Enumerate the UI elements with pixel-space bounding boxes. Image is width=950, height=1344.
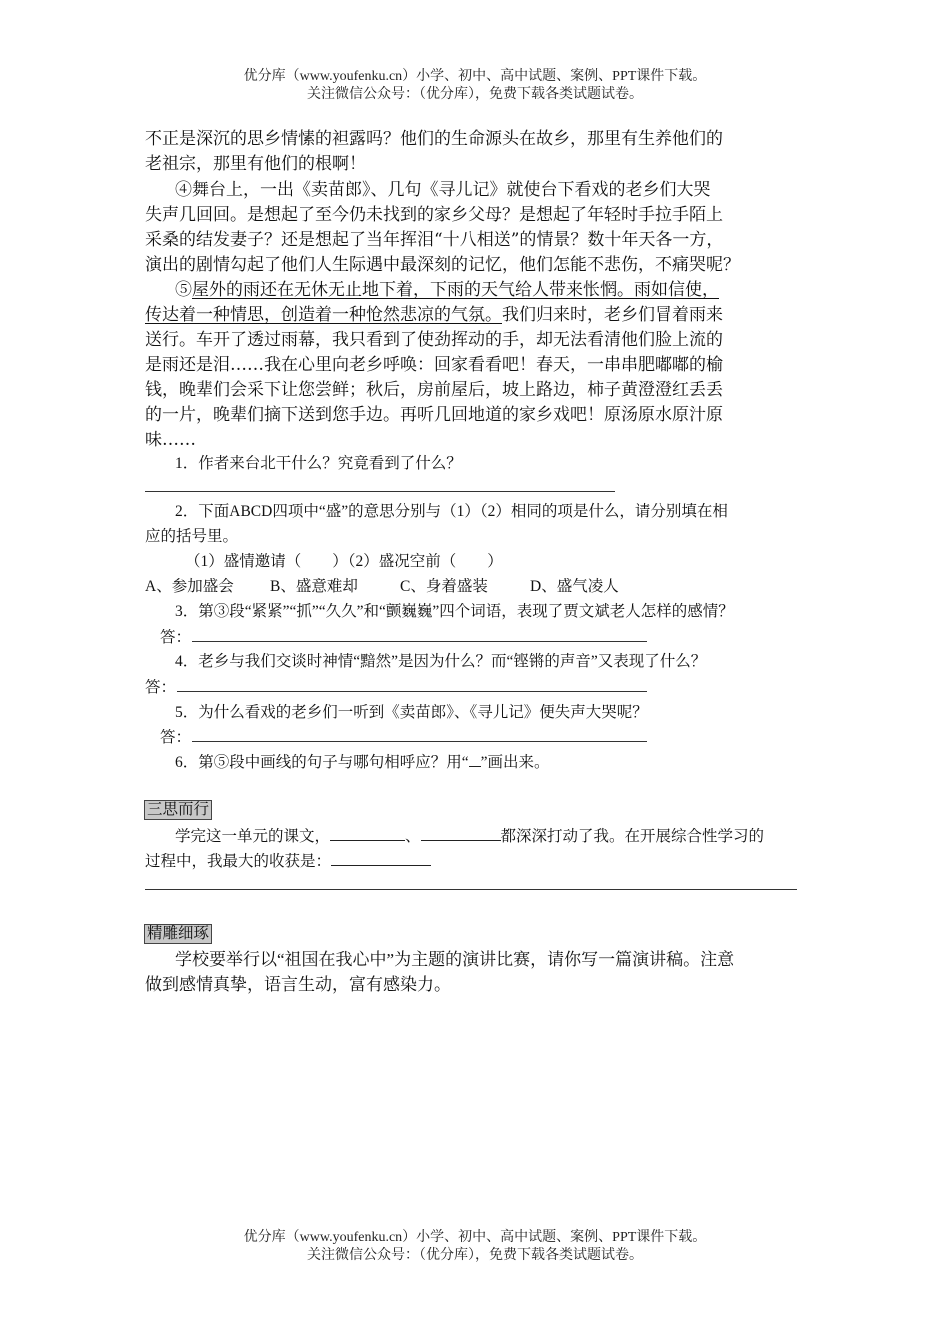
fill-blank-2[interactable] (421, 825, 501, 841)
passage-line: 的一片，晚辈们摘下送到您手边。再听几回地道的家乡戏吧！原汤原水原汁原 (145, 405, 723, 425)
option-d: D、盛气凌人 (530, 578, 619, 595)
passage-line: 老祖宗，那里有他们的根啊！ (145, 154, 366, 174)
passage-line (145, 303, 723, 327)
section-title-carve: 精雕细琢 (144, 924, 212, 944)
fill-blank-1[interactable] (330, 825, 405, 841)
underline-mark (469, 751, 481, 767)
question-5: 5．为什么看戏的老乡们一听到《卖苗郎》、《寻儿记》便失声大哭呢？ (175, 704, 648, 721)
think-text: 、 (405, 828, 421, 845)
answer-label: 答： (160, 729, 192, 746)
section-title-think: 三思而行 (144, 800, 212, 820)
option-b: B、盛意难却 (270, 578, 358, 595)
answer-line[interactable] (192, 741, 647, 742)
passage-line: 钱，晚辈们会采下让您尝鲜；秋后，房前屋后，坡上路边，柿子黄澄澄红丢丢 (145, 380, 723, 400)
answer-label: 答： (160, 629, 192, 646)
header-line-1: 优分库（www.youfenku.cn）小学、初中、高中试题、案例、PPT课件下载。 (243, 69, 707, 84)
question-2: 2．下面ABCD四项中“盛”的意思分别与（1）（2）相同的项是什么，请分别填在相 (175, 503, 728, 520)
passage-line: 送行。车开了透过雨幕，我只看到了使劲挥动的手，却无法看清他们脸上流的 (145, 330, 723, 350)
question-4: 4．老乡与我们交谈时神情“黯然”是因为什么？而“铿锵的声音”又表现了什么？ (175, 653, 707, 670)
question-2-items: （1）盛情邀请（ ）（2）盛况空前（ ） (185, 553, 503, 570)
header-line-2: 关注微信公众号：（优分库），免费下载各类试题试卷。 (307, 87, 643, 102)
think-text: 都深深打动了我。在开展综合性学习的 (500, 828, 765, 845)
passage-line (175, 278, 719, 302)
fill-blank-3[interactable] (331, 850, 431, 866)
passage-line: 演出的剧情勾起了他们人生际遇中最深刻的记忆，他们怎能不悲伤，不痛哭呢？ (145, 255, 740, 275)
passage-line: 味…… (145, 430, 196, 450)
think-line-2 (145, 850, 431, 874)
think-text: 学完这一单元的课文， (175, 828, 331, 845)
passage-line: 不正是深沉的思乡情愫的袒露吗？他们的生命源头在故乡，那里有生养他们的 (145, 129, 723, 149)
passage-line: ④舞台上，一出《卖苗郎》、几句《寻儿记》就使台下看戏的老乡们大哭 (175, 180, 711, 200)
answer-line[interactable] (177, 691, 647, 692)
passage-text: 我们归来时，老乡们冒着雨来 (502, 305, 723, 325)
passage-line: 采桑的结发妻子？还是想起了当年挥泪“十八相送”的情景？数十年天各一方， (145, 230, 724, 250)
answer-line[interactable] (145, 491, 615, 492)
question-1: 1．作者来台北干什么？究竟看到了什么？ (175, 455, 462, 472)
passage-line: 失声几回回。是想起了至今仍未找到的家乡父母？是想起了年轻时手拉手陌上 (145, 205, 723, 225)
question-6-text-end: ”画出来。 (480, 754, 550, 771)
answer-label: 答： (145, 679, 177, 696)
think-text: 过程中，我最大的收获是： (145, 853, 332, 870)
underlined-sentence: 屋外的雨还在无休无止地下着，下雨的天气给人带来怅惘。雨如信使， (192, 280, 719, 300)
carve-line-1: 学校要举行以“祖国在我心中”为主题的演讲比赛，请你写一篇演讲稿。注意 (175, 950, 735, 969)
underlined-sentence: 传达着一种情思，创造着一种怆然悲凉的气氛。 (145, 305, 502, 325)
question-2-cont: 应的括号里。 (145, 528, 239, 545)
footer-line-2: 关注微信公众号：（优分库），免费下载各类试题试卷。 (307, 1248, 643, 1263)
footer-line-1: 优分库（www.youfenku.cn）小学、初中、高中试题、案例、PPT课件下载。 (243, 1230, 707, 1245)
question-3: 3．第③段“紧紧”“抓”“久久”和“颤巍巍”四个词语，表现了贾文斌老人怎样的感情？ (175, 603, 734, 620)
answer-line[interactable] (192, 641, 647, 642)
option-a: A、参加盛会 (145, 578, 234, 595)
paragraph-number: ⑤ (175, 280, 192, 300)
question-6 (175, 751, 550, 775)
answer-line[interactable] (145, 889, 797, 890)
carve-line-2: 做到感情真挚，语言生动，富有感染力。 (145, 975, 451, 994)
option-c: C、身着盛装 (400, 578, 488, 595)
passage-line: 是雨还是泪……我在心里向老乡呼唤：回家看看吧！春天，一串串肥嘟嘟的榆 (145, 355, 723, 375)
think-line-1 (175, 825, 764, 849)
question-6-text: 6．第⑤段中画线的句子与哪句相呼应？用“ (175, 754, 469, 771)
